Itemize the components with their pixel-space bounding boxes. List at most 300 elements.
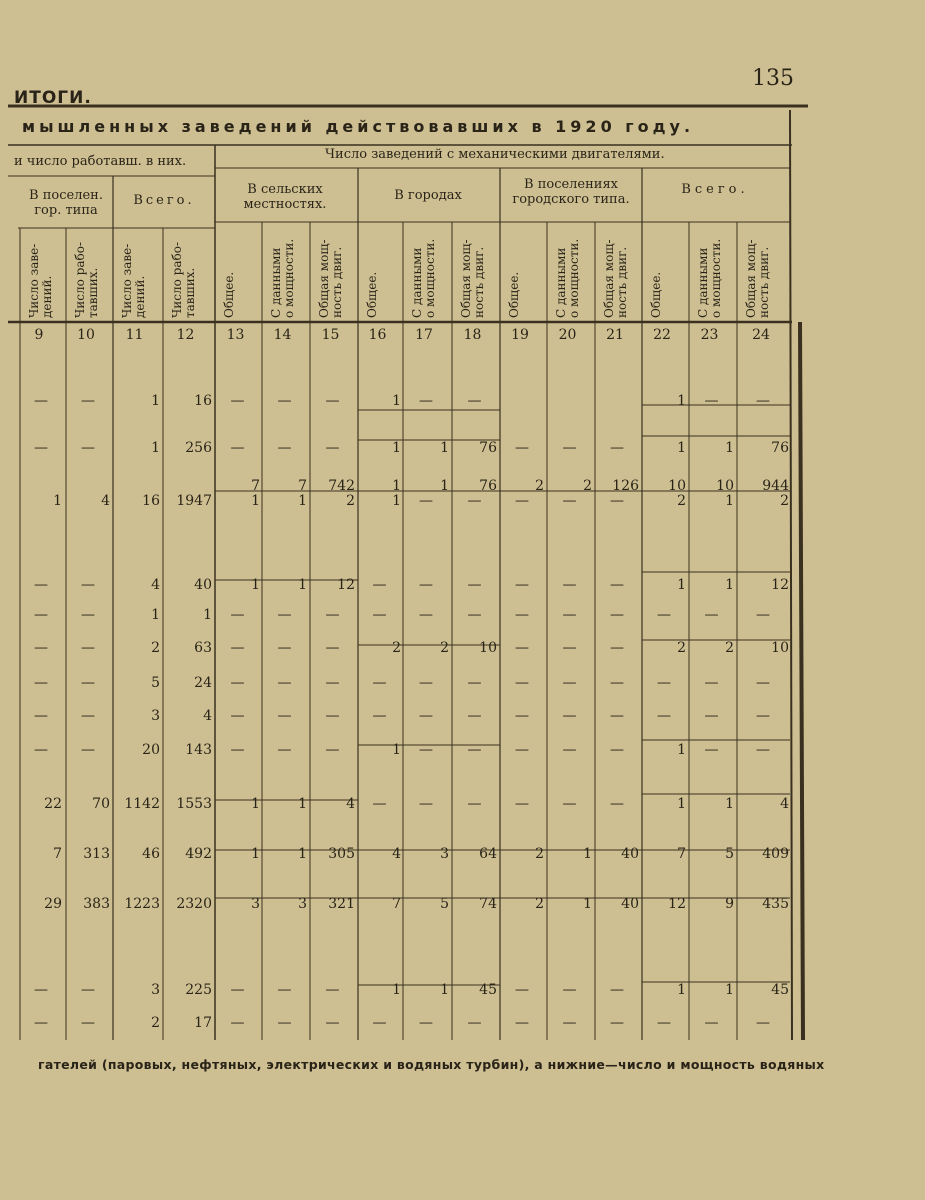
table-cell: 3 (251, 896, 260, 912)
table-cell: — (277, 708, 292, 724)
column-number: 15 (321, 327, 340, 343)
table-cell: — (515, 742, 529, 758)
column-header-17 (411, 226, 437, 318)
table-cell: 10 (668, 478, 686, 494)
table-cell: — (515, 675, 529, 691)
table-cell: — (34, 742, 48, 758)
table-cell: — (467, 607, 482, 623)
table-cell: 313 (83, 846, 110, 862)
table-cell: — (756, 1015, 770, 1031)
table-cell: 1 (725, 577, 734, 593)
table-cell: 1 (298, 577, 307, 593)
table-cell: 64 (479, 846, 497, 862)
table-cell: — (34, 982, 48, 998)
table-cell: 7 (251, 478, 260, 494)
column-number: 16 (368, 327, 387, 343)
table-cell: — (467, 393, 482, 409)
table-cell: — (562, 640, 577, 656)
table-cell: — (756, 393, 770, 409)
table-cell: 2 (583, 478, 592, 494)
table-cell: — (562, 1015, 577, 1031)
table-cell: — (610, 1015, 624, 1031)
column-header-line: Число заве- (27, 243, 41, 318)
table-cell: 1 (298, 493, 307, 509)
table-cell: 2 (151, 1015, 160, 1031)
header-urban-type (22, 188, 110, 218)
table-cell: 22 (44, 796, 62, 812)
table-cell: — (610, 440, 624, 456)
table-cell: — (325, 708, 340, 724)
table-cell: — (81, 393, 95, 409)
table-cell: — (325, 640, 340, 656)
table-cell: 2 (780, 493, 789, 509)
table-cell: — (515, 577, 529, 593)
table-cell: 1 (677, 982, 686, 998)
column-header-16 (366, 226, 379, 318)
table-cell: — (756, 607, 770, 623)
header-urban-settlements (502, 177, 640, 207)
table-cell: 1 (725, 440, 734, 456)
table-cell: — (230, 982, 245, 998)
column-header-11 (121, 232, 147, 318)
table-cell: — (419, 1015, 433, 1031)
column-header-line: Число рабо- (73, 242, 87, 318)
column-header-line: Число рабо- (170, 242, 184, 318)
table-cell: 2 (535, 896, 544, 912)
table-cell: 4 (346, 796, 355, 812)
column-number: 24 (752, 327, 770, 343)
column-header-line: Общая мощ- (744, 239, 758, 318)
column-number: 12 (176, 327, 195, 343)
table-cell: — (81, 440, 95, 456)
table-cell: 1 (203, 607, 212, 623)
table-cell: 1 (677, 742, 686, 758)
table-cell: — (372, 607, 387, 623)
table-cell: 383 (83, 896, 110, 912)
table-cell: — (704, 1015, 719, 1031)
table-cell: 74 (479, 896, 497, 912)
table-cell: 1 (151, 440, 160, 456)
column-number: 17 (415, 327, 433, 343)
table-cell: 1 (392, 982, 401, 998)
table-cell: 1947 (176, 493, 212, 509)
table-cell: 1 (677, 393, 686, 409)
table-cell: — (372, 577, 387, 593)
table-cell: 1 (583, 896, 592, 912)
table-cell: — (34, 607, 48, 623)
table-cell: — (515, 440, 529, 456)
table-cell: 3 (440, 846, 449, 862)
table-cell: — (372, 675, 387, 691)
table-cell: 1 (251, 846, 260, 862)
table-cell: — (756, 708, 770, 724)
table-cell: 40 (194, 577, 212, 593)
table-cell: 63 (194, 640, 212, 656)
column-header-line: о мощности. (423, 238, 437, 318)
table-cell: — (277, 1015, 292, 1031)
table-cell: — (325, 1015, 340, 1031)
table-cell: — (81, 742, 95, 758)
table-cell: 944 (762, 478, 789, 494)
column-header-15 (318, 226, 344, 318)
table-cell: — (610, 708, 624, 724)
page-number: 135 (752, 66, 794, 91)
table-cell: — (562, 493, 577, 509)
table-cell: — (34, 640, 48, 656)
table-cell: — (325, 982, 340, 998)
table-cell: — (230, 742, 245, 758)
table-cell: — (704, 708, 719, 724)
table-cell: 4 (101, 493, 110, 509)
table-cell: — (419, 393, 433, 409)
column-number: 22 (653, 327, 671, 343)
table-cell: 225 (185, 982, 212, 998)
table-cell: 1 (440, 478, 449, 494)
table-cell: — (657, 607, 671, 623)
column-header-line: дений. (133, 275, 147, 318)
table-cell: — (419, 796, 433, 812)
column-header-line: Число заве- (120, 243, 134, 318)
table-cell: 1 (677, 577, 686, 593)
table-cell: 16 (194, 393, 212, 409)
table-cell: 2 (677, 493, 686, 509)
table-cell: 4 (151, 577, 160, 593)
table-cell: 4 (780, 796, 789, 812)
column-header-22 (650, 226, 663, 318)
column-number: 14 (273, 327, 292, 343)
table-cell: — (81, 607, 95, 623)
table-cell: 2 (151, 640, 160, 656)
table-cell: — (562, 742, 577, 758)
column-header-21 (603, 226, 629, 318)
column-header-10 (74, 232, 100, 318)
table-cell: — (372, 1015, 387, 1031)
table-cell: — (704, 742, 719, 758)
column-header-line: Общая мощ- (317, 239, 331, 318)
column-header-line: о мощности. (709, 238, 723, 318)
column-number: 9 (34, 327, 44, 343)
column-header-line: Общее. (365, 271, 379, 318)
table-cell: — (704, 675, 719, 691)
column-header-line: о мощности. (282, 238, 296, 318)
table-cell: — (325, 607, 340, 623)
table-cell: — (419, 607, 433, 623)
table-cell: 70 (92, 796, 110, 812)
table-cell: — (610, 607, 624, 623)
table-cell: — (467, 577, 482, 593)
table-cell: 5 (440, 896, 449, 912)
table-cell: — (562, 577, 577, 593)
table-cell: 4 (392, 846, 401, 862)
table-cell: 126 (612, 478, 639, 494)
table-cell: 7 (298, 478, 307, 494)
table-cell: 2 (535, 846, 544, 862)
table-cell: — (515, 1015, 529, 1031)
table-cell: — (81, 708, 95, 724)
table-cell: 2 (535, 478, 544, 494)
table-cell: 1 (392, 478, 401, 494)
header-total-mech: Всего. (681, 182, 749, 197)
table-cell: — (277, 742, 292, 758)
header-rural-line1: В сельских (247, 182, 323, 197)
table-cell: 1 (151, 393, 160, 409)
table-cell: 46 (142, 846, 160, 862)
column-header-12 (171, 232, 197, 318)
table-cell: 1 (298, 796, 307, 812)
table-cell: 17 (194, 1015, 212, 1031)
table-cell: — (610, 675, 624, 691)
column-header-line: Общее. (507, 271, 521, 318)
column-header-line: С данными (269, 247, 283, 318)
table-cell: 1 (677, 440, 686, 456)
table-cell: 1 (440, 440, 449, 456)
header-urban-settlements-line2: городского типа. (512, 192, 630, 207)
column-header-line: Общая мощ- (602, 239, 616, 318)
column-number: 11 (125, 327, 144, 343)
table-cell: 2320 (176, 896, 212, 912)
table-cell: 12 (337, 577, 355, 593)
table-cell: — (277, 440, 292, 456)
table-cell: 1553 (176, 796, 212, 812)
table-cell: — (562, 675, 577, 691)
table-cell: — (610, 796, 624, 812)
column-number: 20 (558, 327, 577, 343)
column-header-19 (508, 226, 521, 318)
column-header-line: ность двиг. (757, 246, 771, 318)
table-cell: 10 (716, 478, 734, 494)
table-cell: 45 (771, 982, 789, 998)
table-cell: 1 (677, 796, 686, 812)
table-cell: — (325, 675, 340, 691)
table-cell: — (277, 640, 292, 656)
table-cell: — (34, 708, 48, 724)
column-header-line: Общая мощ- (459, 239, 473, 318)
column-header-line: ность двиг. (615, 246, 629, 318)
table-cell: 492 (185, 846, 212, 862)
table-cell: — (756, 675, 770, 691)
table-cell: — (515, 493, 529, 509)
column-header-13 (223, 226, 236, 318)
column-header-9 (28, 232, 54, 318)
table-cell: — (325, 440, 340, 456)
table-cell: 16 (142, 493, 160, 509)
table-cell: 2 (677, 640, 686, 656)
table-cell: 76 (479, 478, 497, 494)
table-cell: 2 (440, 640, 449, 656)
table-cell: — (277, 393, 292, 409)
table-cell: — (704, 393, 719, 409)
table-cell: 12 (668, 896, 686, 912)
table-cell: — (372, 796, 387, 812)
column-number: 23 (700, 327, 719, 343)
column-header-line: С данными (696, 247, 710, 318)
column-header-line: С данными (554, 247, 568, 318)
table-cell: 7 (677, 846, 686, 862)
table-cell: — (515, 640, 529, 656)
column-header-14 (270, 226, 296, 318)
table-cell: — (756, 742, 770, 758)
table-cell: 409 (762, 846, 789, 862)
table-cell: 1 (583, 846, 592, 862)
table-cell: 76 (771, 440, 789, 456)
table-cell: — (515, 708, 529, 724)
table-cell: 1 (151, 607, 160, 623)
table-cell: 5 (725, 846, 734, 862)
table-cell: — (610, 493, 624, 509)
table-cell: 1 (298, 846, 307, 862)
column-header-line: о мощности. (567, 238, 581, 318)
table-cell: — (467, 675, 482, 691)
header-total: Всего. (133, 193, 195, 208)
table-cell: 1 (251, 577, 260, 593)
table-cell: — (230, 393, 245, 409)
table-cell: 45 (479, 982, 497, 998)
table-cell: 3 (298, 896, 307, 912)
table-cell: 256 (185, 440, 212, 456)
table-cell: — (562, 440, 577, 456)
table-cell: 9 (725, 896, 734, 912)
table-cell: 1142 (124, 796, 160, 812)
table-cell: 1 (392, 393, 401, 409)
table-cell: — (81, 640, 95, 656)
column-number-row (18, 327, 798, 345)
table-cell: — (419, 577, 433, 593)
table-cell: — (372, 708, 387, 724)
table-cell: — (230, 708, 245, 724)
table-cell: 76 (479, 440, 497, 456)
column-header-line: С данными (410, 247, 424, 318)
table-cell: — (34, 577, 48, 593)
footnote: гателей (паровых, нефтяных, электрических и водяных турбин), а нижние—число и мощность водяных (38, 1057, 825, 1072)
column-header-line: Общее. (649, 271, 663, 318)
header-mechanical: Число заведений с механическими двигателями. (325, 147, 665, 162)
table-cell: 1 (53, 493, 62, 509)
table-cell: — (230, 675, 245, 691)
table-cell: — (81, 982, 95, 998)
column-header-line: ность двиг. (330, 246, 344, 318)
table-cell: — (419, 493, 433, 509)
header-urban-settlements-line1: В поселениях (524, 177, 618, 192)
table-cell: — (610, 742, 624, 758)
table-cell: — (610, 577, 624, 593)
table-cell: 1 (725, 982, 734, 998)
column-header-line: дений. (40, 275, 54, 318)
column-header-24 (745, 226, 771, 318)
table-cell: 742 (328, 478, 355, 494)
table-cell: 1 (392, 742, 401, 758)
table-cell: 7 (53, 846, 62, 862)
table-cell: 10 (479, 640, 497, 656)
table-cell: 1 (251, 493, 260, 509)
table-cell: — (657, 675, 671, 691)
table-cell: — (467, 742, 482, 758)
table-cell: — (562, 982, 577, 998)
table-cell: 40 (621, 846, 639, 862)
column-header-line: тавших. (183, 267, 197, 318)
table-cell: — (610, 640, 624, 656)
table-cell: — (277, 982, 292, 998)
header-rural (230, 182, 340, 212)
column-number: 19 (511, 327, 529, 343)
table-cell: — (419, 675, 433, 691)
table-cell: — (81, 577, 95, 593)
table-cell: 321 (328, 896, 355, 912)
table-cell: 3 (151, 708, 160, 724)
table-cell: — (277, 675, 292, 691)
table-cell: — (562, 796, 577, 812)
column-header-18 (460, 226, 486, 318)
column-header-20 (555, 226, 581, 318)
table-cell: — (325, 742, 340, 758)
table-cell: — (467, 708, 482, 724)
table-cell: 1 (725, 796, 734, 812)
header-urban-type-line1: В поселен. (29, 188, 103, 203)
header-workers: и число работавш. в них. (14, 154, 187, 169)
table-cell: 1 (392, 493, 401, 509)
table-cell: — (515, 982, 529, 998)
column-header-line: ность двиг. (472, 246, 486, 318)
table-cell: — (562, 607, 577, 623)
table-cell: — (515, 796, 529, 812)
table-cell: 305 (328, 846, 355, 862)
table-cell: 40 (621, 896, 639, 912)
table-cell: — (467, 1015, 482, 1031)
table-cell: — (81, 675, 95, 691)
table-cell: — (34, 1015, 48, 1031)
table-cell: 20 (142, 742, 160, 758)
table-cell: — (230, 440, 245, 456)
table-cell: 2 (346, 493, 355, 509)
table-cell: — (419, 742, 433, 758)
table-cell: 1223 (124, 896, 160, 912)
table-cell: 10 (771, 640, 789, 656)
table-cell: 5 (151, 675, 160, 691)
table-cell: 143 (185, 742, 212, 758)
table-cell: — (34, 675, 48, 691)
table-cell: — (34, 393, 48, 409)
table-cell: — (230, 1015, 245, 1031)
column-header-line: Общее. (222, 271, 236, 318)
table-cell: 29 (44, 896, 62, 912)
header-cities: В городах (394, 188, 462, 203)
column-number: 13 (226, 327, 245, 343)
page-header-title: ИТОГИ. (14, 88, 92, 108)
table-cell: 1 (251, 796, 260, 812)
table-cell: — (230, 640, 245, 656)
table-cell: — (467, 493, 482, 509)
column-header-line: тавших. (86, 267, 100, 318)
table-cell: — (704, 607, 719, 623)
table-cell: 2 (392, 640, 401, 656)
table-cell: 1 (440, 982, 449, 998)
column-number: 21 (606, 327, 624, 343)
table-cell: 435 (762, 896, 789, 912)
table-cell: — (34, 440, 48, 456)
table-cell: 1 (392, 440, 401, 456)
table-cell: — (419, 708, 433, 724)
table-cell: — (325, 393, 340, 409)
table-cell: 12 (771, 577, 789, 593)
table-cell: 7 (392, 896, 401, 912)
table-cell: 2 (725, 640, 734, 656)
table-cell: 24 (194, 675, 212, 691)
column-number: 10 (77, 327, 95, 343)
table-cell: 1 (725, 493, 734, 509)
header-rural-line2: местностях. (243, 197, 327, 212)
table-cell: — (515, 607, 529, 623)
table-cell: — (657, 708, 671, 724)
table-title: мышленных заведений действовавших в 1920 году. (22, 117, 695, 136)
